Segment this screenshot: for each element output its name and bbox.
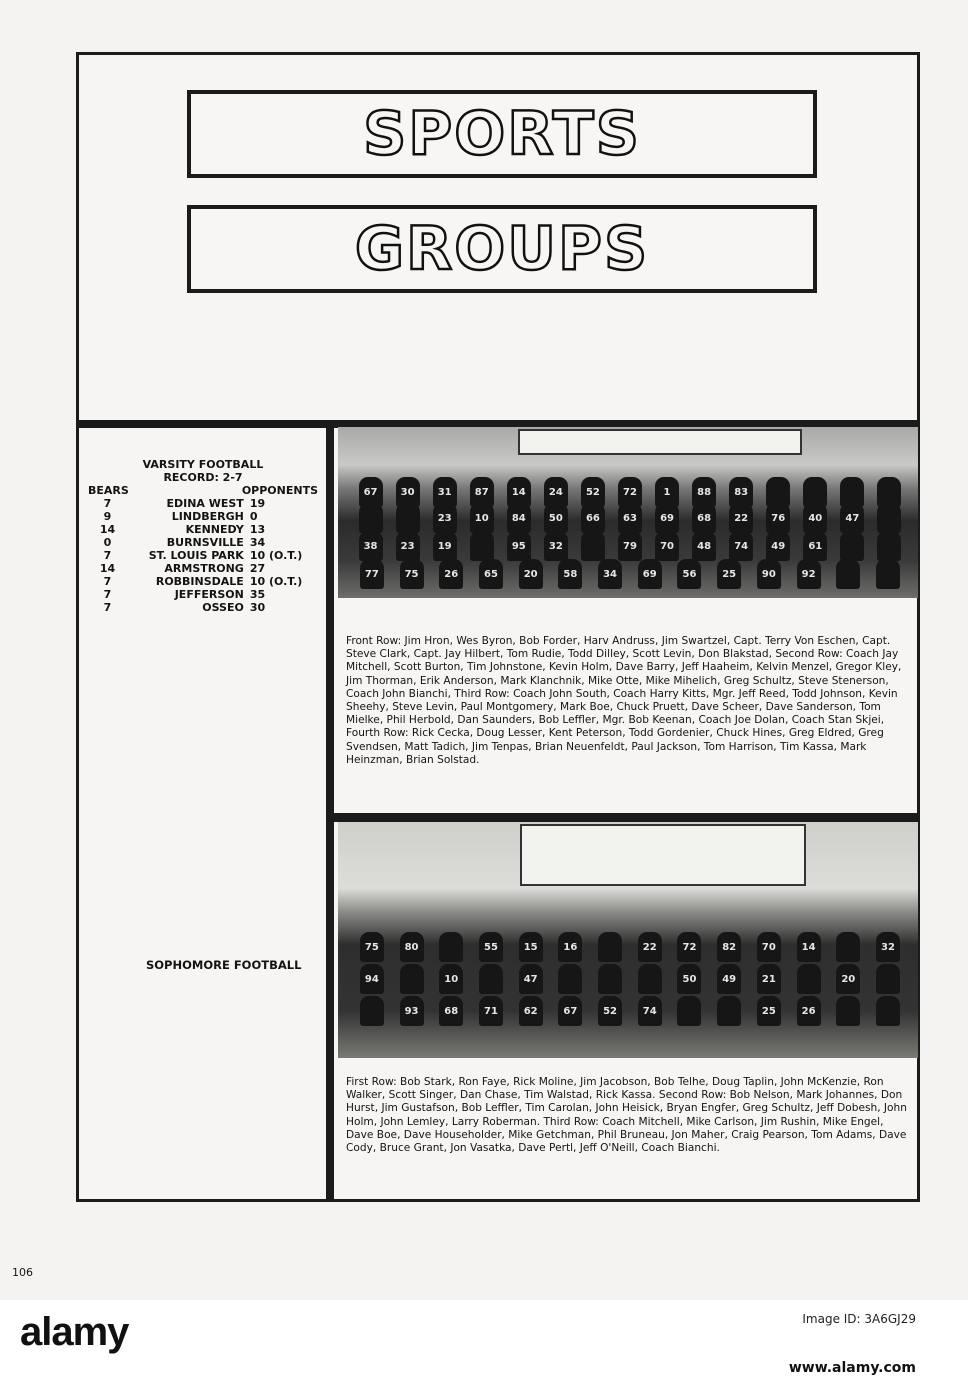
player-figure: 47 [840,503,864,533]
opponent-name: KENNEDY [185,523,244,536]
varsity-title: VARSITY FOOTBALL [142,458,264,471]
player-figure: 69 [655,503,679,533]
player-figure: 88 [692,477,716,507]
player-figure: 80 [400,932,424,962]
photo-divider [334,813,920,822]
player-figure [836,559,860,589]
player-figure: 62 [519,996,543,1026]
player-figure: 1 [655,477,679,507]
player-figure: 92 [797,559,821,589]
player-figure [598,932,622,962]
bears-score: 9 [103,510,112,523]
schedule-row [88,536,318,549]
sophomore-title: SOPHOMORE FOOTBALL [146,958,302,972]
opponent-score: 30 [249,601,266,614]
player-figure: 74 [729,531,753,561]
opponents-column-header: OPPONENTS [241,484,318,497]
player-figure [677,996,701,1026]
player-figure: 56 [677,559,701,589]
player-figure: 25 [717,559,741,589]
opponent-score: 19 [249,497,266,510]
player-figure: 70 [757,932,781,962]
player-figure: 67 [359,477,383,507]
player-figure: 26 [797,996,821,1026]
section-divider-vertical [326,420,334,1202]
player-figure: 31 [433,477,457,507]
opponent-name: ARMSTRONG [164,562,244,575]
player-figure: 52 [598,996,622,1026]
player-figure [876,559,900,589]
player-figure: 79 [618,531,642,561]
player-figure: 75 [400,559,424,589]
player-figure: 30 [396,477,420,507]
opponent-score: 0 [249,510,258,523]
schedule-row [88,523,318,536]
player-figure: 55 [479,932,503,962]
opponent-name: EDINA WEST [166,497,244,510]
player-figure: 14 [507,477,531,507]
player-figure [797,964,821,994]
player-figure: 24 [544,477,568,507]
schedule-row [88,549,318,562]
player-figure [400,964,424,994]
player-figure: 71 [479,996,503,1026]
opponent-name: ROBBINSDALE [155,575,244,588]
player-figure: 52 [581,477,605,507]
player-figure: 23 [396,531,420,561]
player-figure: 72 [618,477,642,507]
varsity-schedule [88,458,318,614]
player-figure: 67 [558,996,582,1026]
opponent-name: BURNSVILLE [166,536,244,549]
player-figure: 10 [470,503,494,533]
opponent-score: 27 [249,562,266,575]
player-figure [470,531,494,561]
player-figure: 34 [598,559,622,589]
player-figure: 20 [519,559,543,589]
player-figure: 94 [360,964,384,994]
player-figure: 47 [519,964,543,994]
opponent-score: 13 [249,523,266,536]
player-figure: 26 [439,559,463,589]
title-sports: SPORTS [363,99,641,169]
opponent-name: OSSEO [202,601,244,614]
player-figure: 69 [638,559,662,589]
player-figure: 20 [836,964,860,994]
player-figure: 61 [803,531,827,561]
scoreboard [518,429,802,455]
player-figure: 32 [544,531,568,561]
schedule-row [88,562,318,575]
bears-score: 7 [103,497,112,510]
opponent-score: 34 [249,536,266,549]
title-groups: GROUPS [354,214,650,284]
title-box-sports [187,90,817,178]
player-figure: 58 [558,559,582,589]
bears-score: 0 [103,536,112,549]
opponent-score: 35 [249,588,266,601]
player-figure: 90 [757,559,781,589]
varsity-caption: Front Row: Jim Hron, Wes Byron, Bob Forder, Harv Andruss, Jim Swartzel, Capt. Terry Von Eschen, Capt. Steve Clark, Capt. Jay Hilbert, Tom Rudie, Todd Dilley, Scott Levin, Don Blakstad, Second Row: Coach Jay Mitchell, Scott Burton, Tim Johnstone, Kevin Holm, Dave Barry, Jeff Haaheim, Kelvin Menzel, Gregor Kley, Jim Thorman, Erik Anderson, Mark Klanchnik, Mike Otte, Mike Mihelich, Greg Schultz, Steve Stenerson, Coach John Bianchi, Third Row: Coach John South, Coach Harry Kitts, Mgr. Jeff Reed, Todd Johnson, Kevin Sheehy, Steve Levin, Paul Montgomery, Mark Boe, Chuck Pruett, Dave Scheer, Dave Sanderson, Tom Mielke, Phil Herbold, Dan Saunders, Bob Leffler, Mgr. Bob Keenan, Coach Joe Dolan, Coach Stan Skjei, Fourth Row: Rick Cecka, Doug Lesser, Kent Peterson, Todd Gordenier, Chuck Hines, Greg Eldred, Greg Svendsen, Matt Tadich, Jim Tenpas, Brian Neuenfeldt, Paul Jackson, Tom Harrison, Tim Kassa, Mark Heinzman, Brian Solstad. [346,635,902,766]
player-figure [877,531,901,561]
player-figure: 38 [359,531,383,561]
player-figure: 14 [797,932,821,962]
player-figure: 21 [757,964,781,994]
opponent-name: JEFFERSON [174,588,244,601]
player-figure: 68 [439,996,463,1026]
opponent-score: 10 (O.T.) [249,549,303,562]
player-figure [836,996,860,1026]
bears-column-header: BEARS [88,484,129,497]
player-figure [439,932,463,962]
player-figure [360,996,384,1026]
player-figure: 65 [479,559,503,589]
player-figure: 68 [692,503,716,533]
player-figure: 48 [692,531,716,561]
player-figure: 19 [433,531,457,561]
player-figure: 23 [433,503,457,533]
player-figure: 49 [717,964,741,994]
player-figure [638,964,662,994]
sophomore-team-photo [338,822,918,1058]
player-figure [836,932,860,962]
footer-url: www.alamy.com [788,1360,916,1376]
opponent-name: ST. LOUIS PARK [148,549,244,562]
player-figure [396,503,420,533]
player-figure: 15 [519,932,543,962]
player-figure: 74 [638,996,662,1026]
opponent-score: 10 (O.T.) [249,575,303,588]
schedule-row [88,497,318,510]
player-figure: 63 [618,503,642,533]
player-figure [877,503,901,533]
scoreboard [520,824,806,886]
player-figure [876,964,900,994]
sophomore-caption: First Row: Bob Stark, Ron Faye, Rick Moline, Jim Jacobson, Bob Telhe, Doug Taplin, John McKenzie, Ron Walker, Scott Singer, Dan Chase, Tim Walstad, Rick Kassa. Second Row: Bob Nelson, Mark Johannes, Don Hurst, Jim Gustafson, Bob Leffler, Tim Carolan, John Heisick, Bryan Engfer, Greg Schultz, Jeff Dobesh, John Holm, John Lemley, Larry Roberman. Third Row: Coach Mitchell, Mike Carlson, Jim Rushin, Mike Engel, Dave Boe, Dave Householder, Mike Getchman, Phil Bruneau, Jon Maher, Craig Pearson, Tom Adams, Dave Cody, Bruce Grant, Jon Vasatka, Dave Pertl, Jeff O'Neill, Coach Bianchi. [346,1076,907,1155]
bears-score: 14 [99,523,116,536]
player-figure [840,531,864,561]
player-figure: 10 [439,964,463,994]
player-figure: 22 [729,503,753,533]
schedule-row [88,601,318,614]
player-figure: 70 [655,531,679,561]
player-figure: 66 [581,503,605,533]
player-figure: 49 [766,531,790,561]
player-figure: 50 [544,503,568,533]
player-figure: 72 [677,932,701,962]
footer-image-id: Image ID: 3A6GJ29 [802,1312,916,1326]
player-figure: 95 [507,531,531,561]
footer-logo: alamy [20,1310,129,1354]
player-figure [359,503,383,533]
player-figure [479,964,503,994]
schedule-row [88,588,318,601]
player-figure [717,996,741,1026]
varsity-team-photo [338,427,918,598]
title-box-groups [187,205,817,293]
varsity-record: RECORD: 2-7 [163,471,243,484]
player-figure: 22 [638,932,662,962]
schedule-header [88,484,318,497]
page-number: 106 [12,1266,33,1279]
schedule-row [88,510,318,523]
bears-score: 14 [99,562,116,575]
schedule-row [88,575,318,588]
player-figure: 75 [360,932,384,962]
bears-score: 7 [103,575,112,588]
player-figure: 87 [470,477,494,507]
player-figure: 83 [729,477,753,507]
player-figure: 93 [400,996,424,1026]
player-figure: 32 [876,932,900,962]
player-figure: 84 [507,503,531,533]
opponent-name: LINDBERGH [171,510,244,523]
player-figure [558,964,582,994]
bears-score: 7 [103,601,112,614]
player-figure: 82 [717,932,741,962]
player-figure [581,531,605,561]
player-figure: 40 [803,503,827,533]
player-figure: 76 [766,503,790,533]
player-figure: 77 [360,559,384,589]
player-figure: 16 [558,932,582,962]
bears-score: 7 [103,549,112,562]
player-figure [876,996,900,1026]
player-figure: 50 [677,964,701,994]
player-figure [598,964,622,994]
player-figure: 25 [757,996,781,1026]
bears-score: 7 [103,588,112,601]
